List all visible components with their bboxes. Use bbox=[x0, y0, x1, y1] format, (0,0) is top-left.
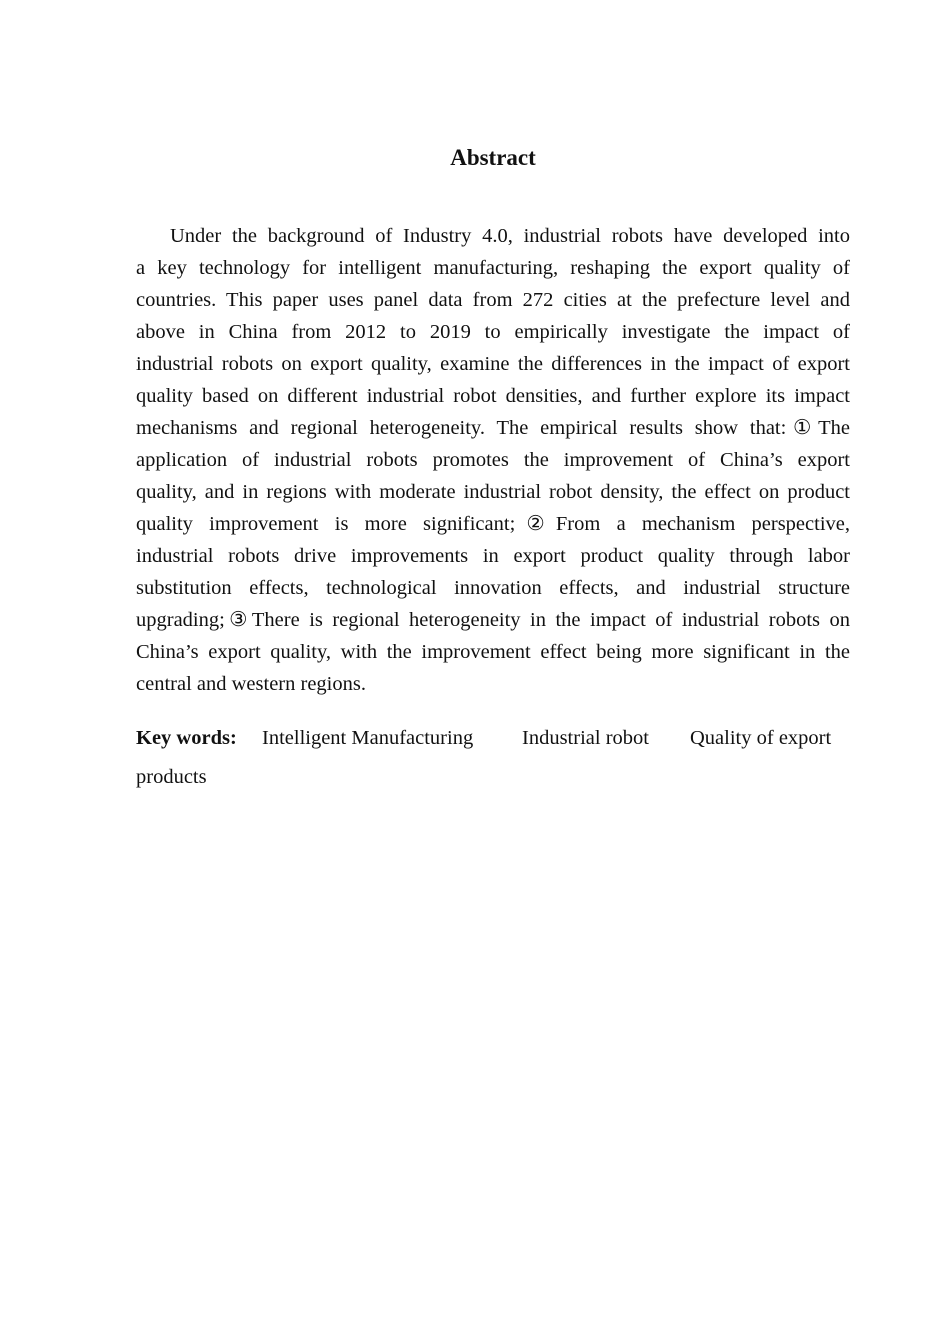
abstract-line: mechanisms and regional heterogeneity. The empirical results show that:①The bbox=[136, 417, 850, 439]
abstract-line: industrial robots drive improvements in export product quality through labor bbox=[136, 545, 850, 567]
abstract-line: above in China from 2012 to 2019 to empirically investigate the impact of bbox=[136, 321, 850, 343]
abstract-line: application of industrial robots promotes the improvement of China’s export bbox=[136, 449, 850, 471]
abstract-line: quality based on different industrial robot densities, and further explore its impact bbox=[136, 385, 850, 407]
abstract-line: substitution effects, technological innovation effects, and industrial structure bbox=[136, 577, 850, 599]
abstract-line: central and western regions. bbox=[136, 673, 366, 695]
abstract-paragraph bbox=[136, 220, 850, 700]
abstract-line: countries. This paper uses panel data from 272 cities at the prefecture level and bbox=[136, 289, 850, 311]
keywords-label: Key words: bbox=[136, 727, 237, 749]
abstract-line: industrial robots on export quality, examine the differences in the impact of export bbox=[136, 353, 850, 375]
abstract-line: Under the background of Industry 4.0, industrial robots have developed into bbox=[170, 225, 850, 247]
keyword: Quality of export bbox=[690, 727, 832, 749]
abstract-line: upgrading;③There is regional heterogeneity in the impact of industrial robots on bbox=[136, 609, 850, 631]
keyword: Intelligent Manufacturing bbox=[262, 727, 474, 749]
abstract-line: China’s export quality, with the improvement effect being more significant in the bbox=[136, 641, 850, 663]
abstract-line: a key technology for intelligent manufacturing, reshaping the export quality of bbox=[136, 257, 850, 279]
abstract-line: quality, and in regions with moderate industrial robot density, the effect on product bbox=[136, 481, 850, 503]
keyword: Industrial robot bbox=[522, 727, 649, 749]
abstract-line: quality improvement is more significant;②From a mechanism perspective, bbox=[136, 513, 850, 535]
abstract-title: Abstract bbox=[450, 145, 536, 170]
keyword-continued: products bbox=[136, 766, 207, 788]
